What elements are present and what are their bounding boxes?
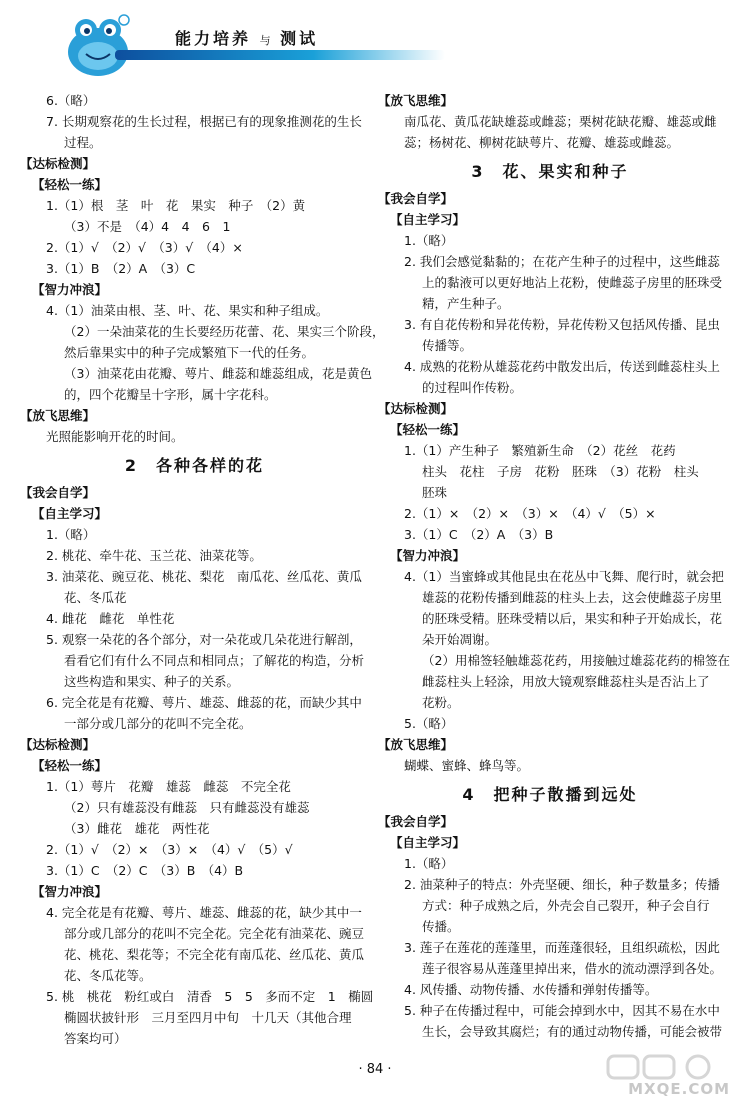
text-line: 传播。 [422, 919, 460, 934]
text-line: 光照能影响开花的时间。 [46, 429, 184, 444]
text-line: 6.（略） [46, 93, 96, 108]
text-line: 5.（略） [404, 716, 454, 731]
text-line: 蕊；杨树花、柳树花缺萼片、花瓣、雄蕊或雌蕊。 [404, 135, 680, 150]
text-line: 雌蕊柱头上轻涂，用放大镜观察雌蕊柱头是否沾上了 [422, 674, 710, 689]
text-line: 雄蕊的花粉传播到雌蕊的柱头上去，这会使雌蕊子房里 [422, 590, 723, 605]
text-line: 方式：种子成熟之后，外壳会自己裂开，种子会自行 [422, 898, 710, 913]
section-heading: 【达标检测】 [20, 156, 96, 171]
subsection-heading: 【智力冲浪】 [390, 548, 466, 563]
text-line: 椭圆状披针形 三月至四月中旬 十几天（其他合理 [64, 1010, 352, 1025]
lesson-title: 4 把种子散播到远处 [462, 785, 638, 804]
right-column [378, 90, 730, 1042]
text-line: 然后靠果实中的种子完成繁殖下一代的任务。 [64, 345, 315, 360]
text-line: （2）一朵油菜花的生长要经历花蕾、花、果实三个阶段， [64, 324, 385, 339]
section-heading: 【我会自学】 [378, 191, 454, 206]
subsection-heading: 【自主学习】 [390, 835, 466, 850]
text-line: 过程。 [64, 135, 102, 150]
subsection-heading: 【轻松一练】 [32, 177, 108, 192]
text-line: 3.（1）B （2）A （3）C [46, 261, 196, 276]
left-column [20, 90, 385, 1049]
text-line: 3. 有自花传粉和异花传粉，异花传粉又包括风传播、昆虫 [404, 317, 720, 332]
text-line: 3.（1）C （2）A （3）B [404, 527, 554, 542]
header-title-test: 测试 [280, 29, 319, 48]
text-line: 花、冬瓜花等。 [64, 968, 152, 983]
header-band [115, 50, 445, 60]
text-line: 1.（略） [404, 856, 454, 871]
text-line: 部分或几部分的花叫不完全花。完全花有油菜花、豌豆 [64, 926, 365, 941]
text-line: 的过程叫作传粉。 [422, 380, 523, 395]
section-heading: 【放飞思维】 [378, 93, 454, 108]
text-line: 南瓜花、黄瓜花缺雄蕊或雌蕊；栗树花缺花瓣、雄蕊或雌 [404, 114, 717, 129]
section-heading: 【我会自学】 [378, 814, 454, 829]
text-line: 4.（1）油菜由根、茎、叶、花、果实和种子组成。 [46, 303, 329, 318]
text-line: 2. 油菜种子的特点：外壳坚硬、细长，种子数量多；传播 [404, 877, 720, 892]
text-line: 答案均可） [64, 1031, 127, 1046]
text-line: 1.（1）萼片 花瓣 雄蕊 雌蕊 不完全花 [46, 779, 291, 794]
text-line: 看看它们有什么不同点和相同点；了解花的构造，分析 [64, 653, 365, 668]
text-line: 的胚珠受精。胚珠受精以后，果实和种子开始成长，花 [422, 611, 723, 626]
watermark-text: MXQE.COM [628, 1080, 730, 1098]
section-heading: 【放飞思维】 [378, 737, 454, 752]
text-line: 5. 种子在传播过程中，可能会掉到水中，因其不易在水中 [404, 1003, 720, 1018]
text-line: （3）不是 （4）4 4 6 1 [64, 219, 231, 234]
text-line: （3）油菜花由花瓣、萼片、雌蕊和雄蕊组成，花是黄色 [64, 366, 372, 381]
text-line: 4. 成熟的花粉从雄蕊花药中散发出后，传送到雌蕊柱头上 [404, 359, 720, 374]
text-line: 5. 观察一朵花的各个部分，对一朵花或几朵花进行解剖， [46, 632, 362, 647]
text-line: 2. 我们会感觉黏黏的；在花产生种子的过程中，这些雌蕊 [404, 254, 720, 269]
text-line: 上的黏液可以更好地沾上花粉，使雌蕊子房里的胚珠受 [422, 275, 723, 290]
text-line: 朵开始凋谢。 [422, 632, 498, 647]
text-line: 柱头 花柱 子房 花粉 胚珠 （3）花粉 柱头 [422, 464, 699, 479]
section-heading: 【达标检测】 [20, 737, 96, 752]
text-line: 5. 桃 桃花 粉红或白 清香 5 5 多而不定 1 椭圆 [46, 989, 374, 1004]
text-line: 1.（1）根 茎 叶 花 果实 种子 （2）黄 [46, 198, 306, 213]
text-line: 4. 风传播、动物传播、水传播和弹射传播等。 [404, 982, 658, 997]
text-line: 4. 雌花 雌花 单性花 [46, 611, 175, 626]
page-number: · 84 · [358, 1062, 392, 1077]
text-line: 胚珠 [422, 485, 448, 500]
text-line: 3. 莲子在莲花的莲蓬里，而莲蓬很轻，且组织疏松，因此 [404, 940, 720, 955]
text-line: （2）只有雄蕊没有雌蕊 只有雌蕊没有雄蕊 [64, 800, 310, 815]
text-line: 1.（略） [46, 527, 96, 542]
header-title-and: 与 [259, 34, 272, 47]
text-line: 6. 完全花是有花瓣、萼片、雄蕊、雌蕊的花，而缺少其中 [46, 695, 362, 710]
section-heading: 【我会自学】 [20, 485, 96, 500]
subsection-heading: 【智力冲浪】 [32, 884, 108, 899]
text-line: （2）用棉签轻触雄蕊花药，用接触过雄蕊花药的棉签在 [422, 653, 730, 668]
text-line: 一部分或几部分的花叫不完全花。 [64, 716, 252, 731]
text-line: 1.（1）产生种子 繁殖新生命 （2）花丝 花药 [404, 443, 676, 458]
text-line: 蝴蝶、蜜蜂、蜂鸟等。 [404, 758, 530, 773]
text-line: （3）雌花 雄花 两性花 [64, 821, 210, 836]
text-line: 2.（1）√ （2）× （3）× （4）√ （5）√ [46, 842, 293, 857]
text-line: 2.（1）× （2）× （3）× （4）√ （5）× [404, 506, 656, 521]
lesson-title: 2 各种各样的花 [124, 456, 265, 475]
text-line: 生长，会导致其腐烂；有的通过动物传播，可能会被带 [422, 1024, 723, 1039]
section-heading: 【达标检测】 [378, 401, 454, 416]
header-title [175, 26, 318, 49]
text-line: 7. 长期观察花的生长过程，根据已有的现象推测花的生长 [46, 114, 362, 129]
subsection-heading: 【自主学习】 [390, 212, 466, 227]
subsection-heading: 【智力冲浪】 [32, 282, 108, 297]
text-line: 2.（1）√ （2）√ （3）√ （4）× [46, 240, 243, 255]
subsection-heading: 【自主学习】 [32, 506, 108, 521]
text-line: 莲子很容易从莲蓬里掉出来，借水的流动漂浮到各处。 [422, 961, 723, 976]
text-line: 4.（1）当蜜蜂或其他昆虫在花丛中飞舞、爬行时，就会把 [404, 569, 724, 584]
text-line: 2. 桃花、牵牛花、玉兰花、油菜花等。 [46, 548, 262, 563]
subsection-heading: 【轻松一练】 [32, 758, 108, 773]
section-heading: 【放飞思维】 [20, 408, 96, 423]
text-line: 3. 油菜花、豌豆花、桃花、梨花 南瓜花、丝瓜花、黄瓜 [46, 569, 362, 584]
text-line: 3.（1）C （2）C （3）B （4）B [46, 863, 244, 878]
text-line: 这些构造和果实、种子的关系。 [64, 674, 240, 689]
text-line: 1.（略） [404, 233, 454, 248]
text-line: 精，产生种子。 [422, 296, 510, 311]
text-line: 4. 完全花是有花瓣、萼片、雄蕊、雌蕊的花，缺少其中一 [46, 905, 362, 920]
header-title-main: 能力培养 [175, 29, 252, 48]
text-line: 花、冬瓜花 [64, 590, 127, 605]
text-line: 花、桃花、梨花等；不完全花有南瓜花、丝瓜花、黄瓜 [64, 947, 365, 962]
text-line: 的，四个花瓣呈十字形，属十字花科。 [64, 387, 277, 402]
page-header [0, 0, 750, 84]
subsection-heading: 【轻松一练】 [390, 422, 466, 437]
lesson-title: 3 花、果实和种子 [471, 162, 629, 181]
text-line: 花粉。 [422, 695, 460, 710]
text-line: 传播等。 [422, 338, 473, 353]
frog-logo-icon [58, 12, 142, 78]
